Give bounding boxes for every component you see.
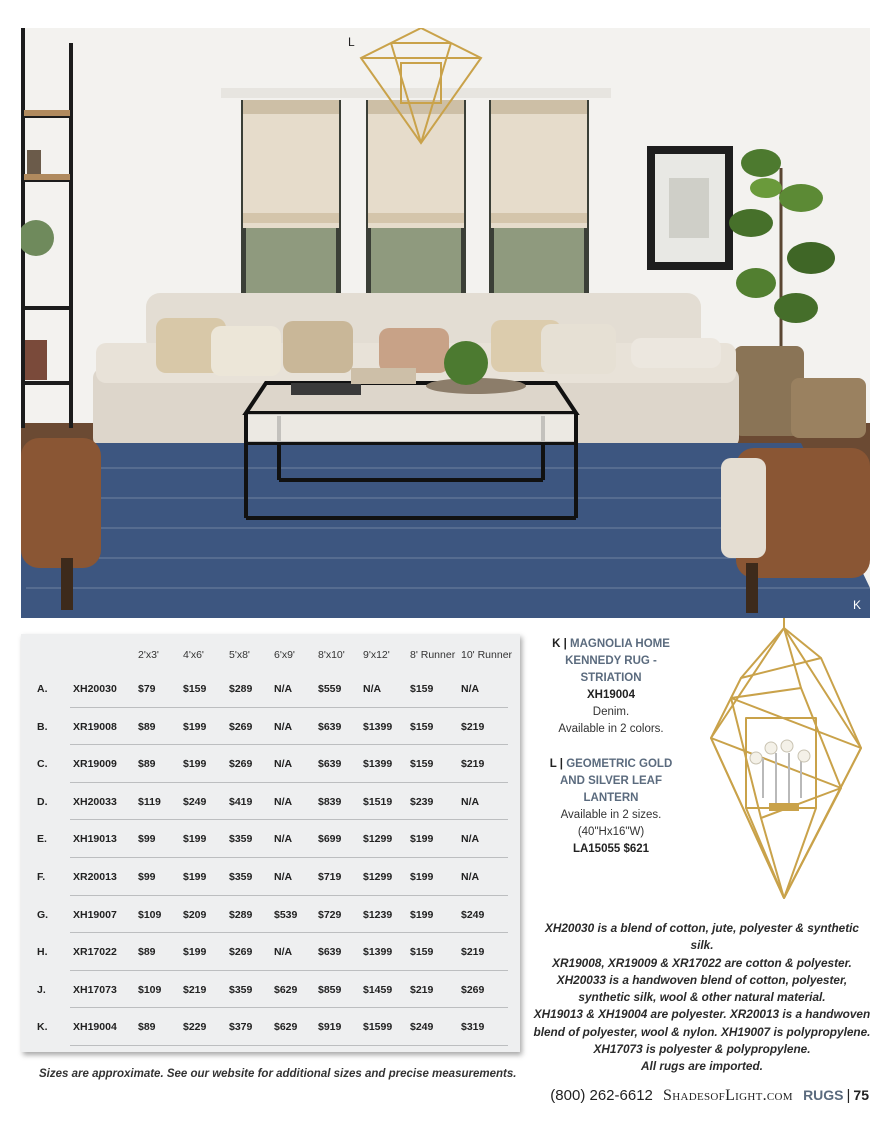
row-letter: J. <box>37 983 46 996</box>
materials-line: XH20033 is a handwoven blend of cotton, polyester, <box>556 972 848 987</box>
price-cell: N/A <box>274 871 293 883</box>
materials-line: XH17073 is polyester & polypropylene. <box>593 1042 811 1057</box>
price-cell: $289 <box>229 683 253 695</box>
price-cell: $419 <box>229 795 253 808</box>
price-cell: $199 <box>183 758 207 771</box>
price-cell: $199 <box>410 833 434 846</box>
price-cell: $1459 <box>363 983 393 996</box>
row-letter: C. <box>37 758 48 771</box>
price-cell: $249 <box>410 1021 434 1034</box>
price-cell: $729 <box>318 908 342 921</box>
price-cell: N/A <box>274 946 293 959</box>
room-photo <box>21 28 870 618</box>
table-header-row <box>21 649 520 663</box>
product-k-sku: XH19004 <box>587 689 635 701</box>
price-cell: N/A <box>461 871 480 883</box>
price-cell: N/A <box>461 683 480 695</box>
price-cell: N/A <box>363 683 382 695</box>
price-cell: $219 <box>183 983 207 996</box>
price-table <box>21 634 520 1052</box>
price-cell: $639 <box>318 758 342 771</box>
price-cell: $719 <box>318 871 342 883</box>
col-header: 9'x12' <box>363 649 390 661</box>
table-row <box>21 670 520 708</box>
price-cell: $249 <box>183 795 207 808</box>
price-cell: $1399 <box>363 758 393 771</box>
row-letter: B. <box>37 720 48 733</box>
price-cell: $159 <box>410 758 434 771</box>
price-cell: $1399 <box>363 720 393 733</box>
photo-label-l: L <box>348 35 355 49</box>
price-cell: $109 <box>138 983 162 996</box>
price-cell: $199 <box>183 871 207 883</box>
price-cell: $269 <box>461 983 485 996</box>
table-row <box>21 745 520 783</box>
price-cell: $859 <box>318 983 342 996</box>
row-sku: XR17022 <box>73 946 117 959</box>
price-cell: $219 <box>461 946 485 959</box>
footer-separator: | <box>846 1087 851 1104</box>
row-sku: XR20013 <box>73 871 117 883</box>
price-cell: $199 <box>183 720 207 733</box>
row-letter: G. <box>37 908 49 921</box>
product-l-dimensions: (40"Hx16"W) <box>577 826 645 838</box>
col-header: 8'x10' <box>318 649 345 661</box>
price-cell: $319 <box>461 1021 485 1034</box>
price-cell: $839 <box>318 795 342 808</box>
rug-materials-note <box>532 920 872 1076</box>
table-row <box>21 783 520 821</box>
col-header: 6'x9' <box>274 649 295 661</box>
price-cell: $249 <box>461 908 485 921</box>
product-l-sku-price: LA15055 $621 <box>572 843 650 855</box>
col-header: 5'x8' <box>229 649 250 661</box>
price-cell: N/A <box>461 833 480 846</box>
section-name: RUGS <box>803 1087 844 1103</box>
price-cell: N/A <box>274 795 293 808</box>
row-letter: D. <box>37 795 48 808</box>
table-row <box>21 971 520 1009</box>
price-cell: $219 <box>461 758 485 771</box>
product-k-letter: K | <box>552 638 567 650</box>
price-cell: $89 <box>138 946 156 959</box>
product-k-color: Denim. <box>592 706 630 718</box>
row-letter: F. <box>37 871 46 883</box>
row-sku: XH19007 <box>73 908 117 921</box>
table-row <box>21 896 520 934</box>
price-cell: $629 <box>274 1021 298 1034</box>
price-cell: $1599 <box>363 1021 393 1034</box>
table-row <box>21 820 520 858</box>
row-letter: A. <box>37 683 48 695</box>
price-cell: $89 <box>138 720 156 733</box>
price-cell: $79 <box>138 683 156 695</box>
price-cell: $1239 <box>363 908 393 921</box>
col-header: 10' Runner <box>461 649 513 661</box>
col-header: 4'x6' <box>183 649 204 661</box>
page-number: 75 <box>853 1087 869 1103</box>
table-row <box>21 933 520 971</box>
price-cell: $159 <box>410 720 434 733</box>
price-cell: $1299 <box>363 871 393 883</box>
price-cell: $159 <box>410 946 434 959</box>
phone-number: (800) 262-6612 <box>550 1087 653 1104</box>
product-l-title: GEOMETRIC GOLD AND SILVER LEAF LANTERN <box>559 758 673 804</box>
price-cell: N/A <box>274 833 293 846</box>
price-cell: $209 <box>183 908 207 921</box>
product-k-heading <box>536 636 686 687</box>
price-cell: $89 <box>138 758 156 771</box>
price-cell: $1519 <box>363 795 393 808</box>
photo-label-k: K <box>852 598 861 612</box>
row-sku: XH19004 <box>73 1021 117 1034</box>
price-cell: N/A <box>461 795 480 808</box>
page-footer <box>550 1087 869 1105</box>
price-cell: $269 <box>229 720 253 733</box>
price-cell: $199 <box>410 908 434 921</box>
price-cell: $1399 <box>363 946 393 959</box>
table-row <box>21 858 520 896</box>
price-cell: $639 <box>318 720 342 733</box>
col-header: 8' Runner <box>410 649 456 661</box>
product-l-availability: Available in 2 sizes. <box>560 809 662 821</box>
table-row <box>21 1008 520 1046</box>
price-cell: $99 <box>138 871 156 883</box>
price-cell: $119 <box>138 795 161 808</box>
price-cell: $219 <box>410 983 434 996</box>
table-row <box>21 708 520 746</box>
price-cell: $379 <box>229 1021 253 1034</box>
price-cell: $99 <box>138 833 156 846</box>
price-cell: $289 <box>229 908 253 921</box>
row-letter: H. <box>37 946 48 959</box>
price-cell: $359 <box>229 871 253 883</box>
materials-line: XR19008, XR19009 & XR17022 are cotton & polyester. <box>552 955 852 970</box>
price-cell: $629 <box>274 983 298 996</box>
price-cell: $239 <box>410 795 434 808</box>
product-k-description <box>536 636 686 738</box>
price-cell: $199 <box>183 946 207 959</box>
row-sku: XR19008 <box>73 720 117 733</box>
row-sku: XH19013 <box>73 833 117 846</box>
price-cell: $359 <box>229 833 253 846</box>
price-cell: $159 <box>410 683 434 695</box>
price-cell: $919 <box>318 1021 342 1034</box>
geometric-lantern-image <box>701 618 867 900</box>
price-cell: $229 <box>183 1021 207 1034</box>
materials-line: XH20030 is a blend of cotton, jute, polyester & synthetic silk. <box>544 921 859 953</box>
living-room-illustration <box>21 28 870 618</box>
row-sku: XH17073 <box>73 983 117 996</box>
product-k-title: MAGNOLIA HOME KENNEDY RUG - STRIATION <box>565 638 670 684</box>
price-cell: $699 <box>318 833 342 846</box>
product-l-heading <box>536 756 686 807</box>
price-cell: N/A <box>274 758 293 771</box>
price-cell: $359 <box>229 983 253 996</box>
brand-website: ShadesofLight.com <box>663 1087 793 1104</box>
row-sku: XH20033 <box>73 795 117 808</box>
product-l-description <box>536 756 686 858</box>
materials-line: XH19013 & XH19004 are polyester. XR20013 is a handwoven <box>533 1007 871 1022</box>
materials-line: synthetic silk, wool & other natural material. <box>578 990 826 1005</box>
row-sku: XR19009 <box>73 758 117 771</box>
col-header: 2'x3' <box>138 649 159 661</box>
price-cell: $639 <box>318 946 342 959</box>
row-sku: XH20030 <box>73 683 117 695</box>
row-letter: K. <box>37 1021 48 1034</box>
price-cell: N/A <box>274 683 293 695</box>
price-cell: $539 <box>274 908 298 921</box>
price-cell: $1299 <box>363 833 393 846</box>
price-cell: N/A <box>274 720 293 733</box>
price-cell: $199 <box>410 871 434 883</box>
product-k-availability: Available in 2 colors. <box>558 723 664 735</box>
product-l-letter: L | <box>549 758 563 770</box>
price-cell: $199 <box>183 833 207 846</box>
price-cell: $219 <box>461 720 485 733</box>
row-divider <box>70 1045 508 1046</box>
row-letter: E. <box>37 833 47 846</box>
price-cell: $269 <box>229 758 253 771</box>
price-cell: $109 <box>138 908 162 921</box>
price-cell: $89 <box>138 1021 156 1034</box>
price-cell: $559 <box>318 683 342 695</box>
price-cell: $269 <box>229 946 253 959</box>
materials-line: All rugs are imported. <box>641 1059 763 1074</box>
materials-line: blend of polyester, wool & nylon. XH19007 is polypropylene. <box>533 1024 871 1039</box>
price-cell: $159 <box>183 683 207 695</box>
windows <box>241 100 589 300</box>
sizes-footnote: Sizes are approximate. See our website for additional sizes and precise measurements. <box>39 1068 517 1080</box>
